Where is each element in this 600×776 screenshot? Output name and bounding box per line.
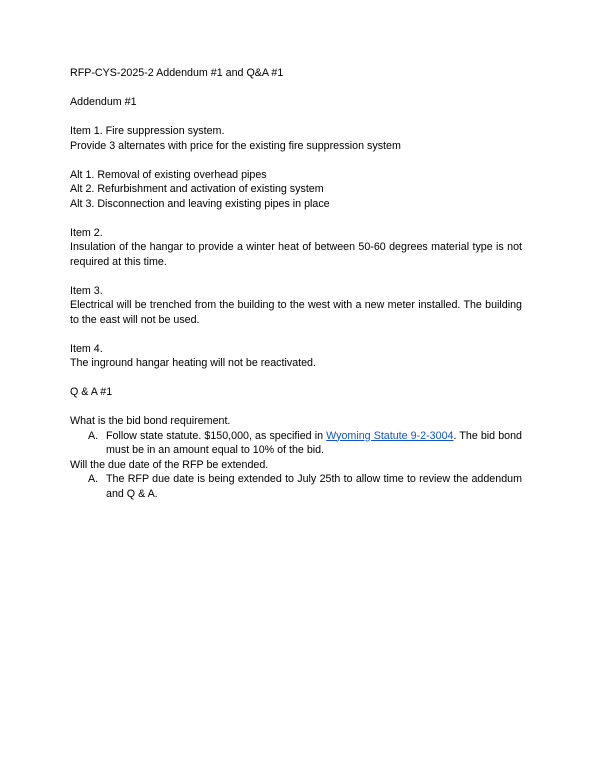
- item-2-body: Insulation of the hangar to provide a winter heat of between 50-60 degrees material type is not required at this time.: [70, 241, 522, 268]
- answer-1: [70, 429, 522, 458]
- blank-line: [70, 110, 522, 125]
- list-marker: A.: [88, 429, 99, 442]
- answer-1-text: [106, 430, 522, 457]
- item-3-body: Electrical will be trenched from the building to the west with a new meter installed. The building to the east will not be used.: [70, 299, 522, 326]
- answer-2: [70, 472, 522, 501]
- document-title: RFP-CYS-2025-2 Addendum #1 and Q&A #1: [70, 67, 284, 79]
- item-1-body: Provide 3 alternates with price for the existing fire suppression system: [70, 139, 401, 152]
- blank-line: [70, 400, 522, 415]
- blank-line: [70, 371, 522, 386]
- question-1: What is the bid bond requirement.: [70, 415, 231, 427]
- item-4-title: Item 4.: [70, 342, 103, 355]
- qa-1-heading: Q & A #1: [70, 386, 113, 398]
- blank-line: [70, 81, 522, 96]
- text-span: . The bid bond must be in an amount equal to 10% of the bid.: [106, 429, 523, 456]
- document-content: [70, 66, 522, 501]
- text-span: Follow state statute. $150,000, as specified in: [106, 429, 327, 442]
- alt-1-line: Alt 1. Removal of existing overhead pipes: [70, 168, 267, 181]
- blank-line: [70, 269, 522, 284]
- item-3-title: Item 3.: [70, 284, 103, 297]
- blank-line: [70, 153, 522, 168]
- text-span: The RFP due date is being extended to July 25th to allow time to review the addendum and Q & A.: [106, 473, 522, 500]
- item-4-body: The inground hangar heating will not be reactivated.: [70, 357, 316, 369]
- question-2: Will the due date of the RFP be extended.: [70, 458, 269, 471]
- alt-2-line: Alt 2. Refurbishment and activation of existing system: [70, 183, 324, 195]
- addendum-1-heading: Addendum #1: [70, 96, 137, 108]
- blank-line: [70, 211, 522, 226]
- item-2-title: Item 2.: [70, 226, 103, 239]
- answer-2-text: [106, 473, 522, 500]
- item-1-title: Item 1. Fire suppression system.: [70, 125, 225, 137]
- statute-link[interactable]: Wyoming Statute 9-2-3004: [326, 429, 454, 442]
- alt-3-line: Alt 3. Disconnection and leaving existing pipes in place: [70, 197, 330, 210]
- list-marker: A.: [88, 473, 99, 485]
- blank-line: [70, 327, 522, 342]
